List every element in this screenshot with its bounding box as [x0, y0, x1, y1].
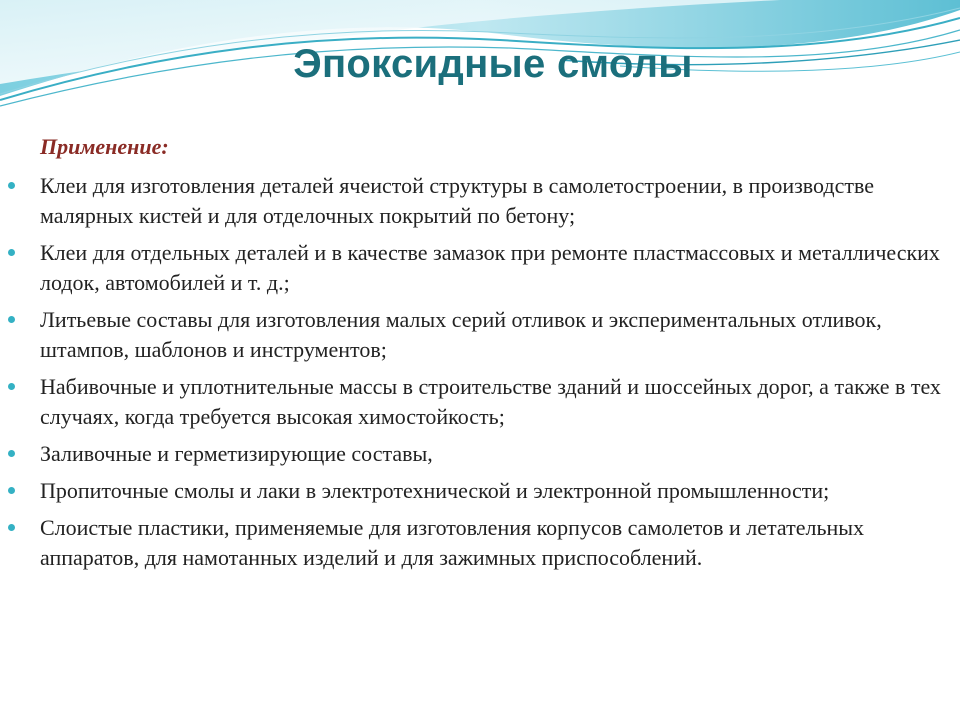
section-subtitle: Применение:: [40, 134, 169, 159]
list-item: [8, 171, 948, 231]
bullet-dot-icon: [8, 249, 15, 256]
list-item-text: Клеи для изготовления деталей ячеистой структуры в самолетостроении, в производстве малярных кистей и для отделочных покрытий по бетону;: [40, 173, 874, 228]
list-item-text: Клеи для отдельных деталей и в качестве замазок при ремонте пластмассовых и металлических лодок, автомобилей и т. д.;: [40, 240, 940, 295]
list-item-text: Литьевые составы для изготовления малых серий отливок и экспериментальных отливок, штампов, шаблонов и инструментов;: [40, 307, 882, 362]
list-item: [8, 305, 948, 365]
bullet-dot-icon: [8, 524, 15, 531]
bullet-dot-icon: [8, 316, 15, 323]
list-item: [8, 238, 948, 298]
list-item-text: Пропиточные смолы и лаки в электротехнической и электронной промышленности;: [40, 478, 830, 503]
list-item: [8, 372, 948, 432]
list-item-text: Слоистые пластики, применяемые для изготовления корпусов самолетов и летательных аппаратов, для намотанных изделий и для зажимных приспособлений.: [40, 515, 865, 570]
list-item: [8, 476, 948, 506]
bullet-dot-icon: [8, 450, 15, 457]
list-item: [8, 439, 948, 469]
bullet-dot-icon: [8, 487, 15, 494]
list-item-text: Заливочные и герметизирующие составы,: [40, 441, 433, 466]
list-item: [8, 513, 948, 573]
bullet-dot-icon: [8, 182, 15, 189]
application-list: [8, 171, 948, 580]
slide-title: Эпоксидные смолы: [293, 42, 693, 86]
list-item-text: Набивочные и уплотнительные массы в строительстве зданий и шоссейных дорог, а также в тех случаях, когда требуется высокая химостойкость;: [40, 374, 941, 429]
bullet-dot-icon: [8, 383, 15, 390]
